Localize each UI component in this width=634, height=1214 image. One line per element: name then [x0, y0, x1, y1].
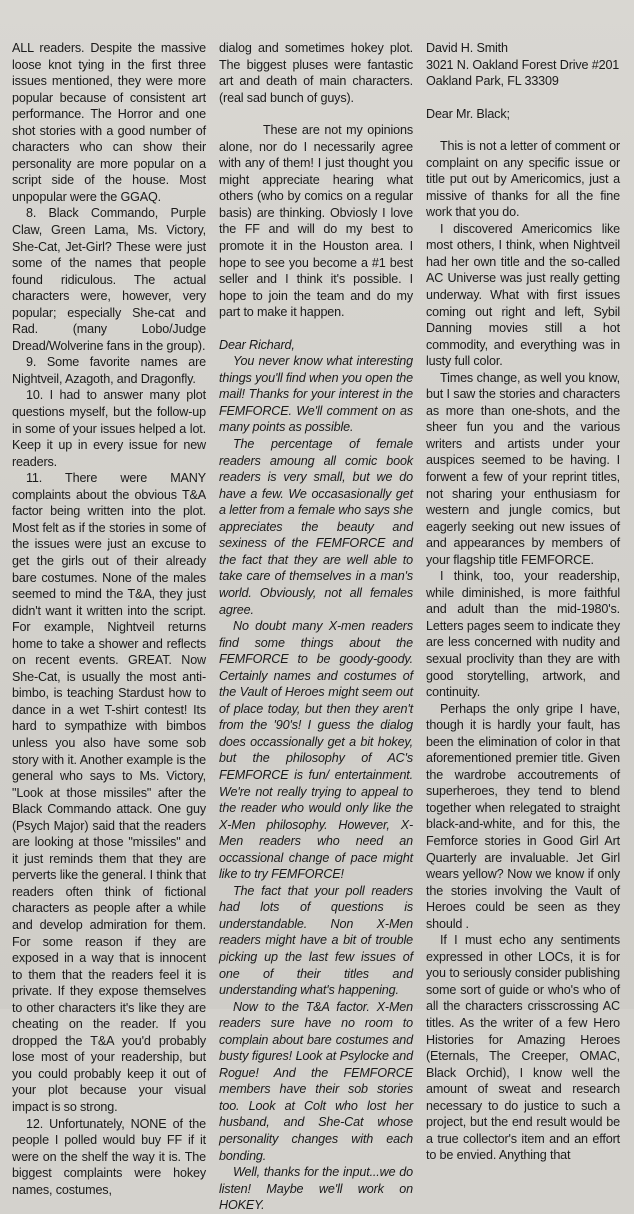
columns	[12, 40, 620, 1214]
left-paragraph: 12. Unfortunately, NONE of the people I polled would buy FF if it were on the shelf the way it is. The biggest complaints were hokey names, costumes,	[12, 1116, 206, 1197]
sender-city: Oakland Park, FL 33309	[426, 74, 559, 88]
left-paragraph: 8. Black Commando, Purple Claw, Green Lama, Ms. Victory, She-Cat, Jet-Girl? These were just some of the names that people found ridiculous. The actual characters were, however, very popular; especially She-cat and Rad. (many Lobo/Judge Dread/Wolverine fans in the group).	[12, 206, 206, 353]
reply-paragraph: The fact that your poll readers had lots of questions is understandable. Non X-Men readers might have a bit of trouble picking up the last few issues of one of their titles and understanding what's happening.	[219, 883, 413, 998]
left-column	[12, 40, 206, 1214]
reply-paragraph: No doubt many X-men readers find some things about the FEMFORCE to be goody-goody. Certainly names and costumes of the Vault of Heroes might seem out of place today, but then they aren't from the '90's! I guess the dialog does occassionally get a bit hokey, but the philosophy of AC's FEMFORCE is fun/ entertainment. We're not really trying to appeal to the reader who would only like the X-Men philosophy. However, X-Men readers who need an occassional change of pace might like to try FEMFORCE!	[219, 619, 413, 882]
sender-name: David H. Smith	[426, 41, 508, 55]
reply-paragraph: You never know what interesting things you'll find when you open the mail! Thanks for your interest in the FEMFORCE. We'll comment on as many points as possible.	[219, 354, 413, 435]
left-paragraph: 9. Some favorite names are Nightveil, Azagoth, and Dragonfly.	[12, 355, 206, 386]
reply-paragraph: The percentage of female readers amoung all comic book readers is very small, but we do have a few. We occasasionally get a letter from a female who says she appreciates the beauty and sexiness of the FEMFORCE and the fact that they are well able to take care of themselves in a man's world. Obviously, not all females agree.	[219, 437, 413, 617]
sender-address	[426, 40, 620, 90]
middle-column	[219, 40, 413, 1214]
right-paragraph: This is not a letter of comment or complaint on any specific issue or title put out by Americomics, just a missive of thanks for all the fine work that you do.	[426, 139, 620, 220]
right-paragraph: Times change, as well you know, but I saw the stories and characters as more than one-shots, and the sheer fun you and the various writers and artists under your auspices seemed to be having. I forwent a few of your reprint titles, not sharing your enthusiasm for western and jungle comics, but eagerly seeking out new issues of and appearances by members of your flagship title FEMFORCE.	[426, 370, 620, 567]
reply-salutation: Dear Richard,	[219, 337, 295, 352]
right-paragraph: I discovered Americomics like most others, I think, when Nightveil had her own title and the so-called AC Universe was just really getting underway. What with first issues coming out right and left, Sybil Danning movies still a hot commodity, and everything was in lusty full color.	[426, 221, 620, 369]
left-paragraph: 10. I had to answer many plot questions myself, but the follow-up in some of your issues helped a lot. Keep it up in every issue for new readers.	[12, 388, 206, 469]
reply-paragraph: Well, thanks for the input...we do listen! Maybe we'll work on HOKEY.	[219, 1165, 413, 1213]
letter-salutation: Dear Mr. Black;	[426, 106, 510, 121]
letter-closing-paragraph: dialog and sometimes hokey plot. The biggest pluses were fantastic art and death of main characters. (real sad bunch of guys).	[219, 41, 413, 105]
left-paragraph: ALL readers. Despite the massive loose knot tying in the first three issues mentioned, they were more popular because of consistent art performance. The Horror and one shot stories with a good number of characters who can show their personality are more popular on a script side of the house. Most unpopular were the GGAQ.	[12, 41, 206, 204]
right-paragraph: Perhaps the only gripe I have, though it is hardly your fault, has been the elimination of color in that aforementioned premier title. Given the wardrobe accoutrements of superheroes, they tend to blend together when relegated to straight black-and-white, and for this, the Femforce stories in Good Girl Art Quarterly are invaluable. Jet Girl wears yellow? Now we know if only the stories involving the Vault of Heroes could be seen as they should .	[426, 701, 620, 931]
left-paragraph: 11. There were MANY complaints about the obvious T&A factor being written into the plot. Most felt as if the stories in some of the issues were just an excuse to get the girls out of their already bare costumes. None of the males seemed to mind the T&A, they just didn't want it written into the script. For example, Nightveil returns home to take a shower and reflects on recent events. GREAT. Now She-Cat, is usually the most anti-bimbo, is teaching Stardust how to dance in a wet T-shirt contest! Its hard to sympathize with bimbos unless you also have some sob story with it. Another example is the general who says to Ms. Victory, "Look at those missiles" after the Black Commando attack. One guy (Psych Major) said that the readers are looking at those "missiles" and it just reminds them that they are perverts like the general. I think that readers often think of fictional characters as people after a while and develop admiration for them. For some reason if they are exposed in a way that is innocent to them that the readers feel it is private. If they expose themselves to other characters it's like they are cheating on the reader. If you dropped the T&A you'd probably lose most of your readership, but you could probably keep it out of your plot because your visual impact is so strong.	[12, 471, 206, 1114]
sender-street: 3021 N. Oakland Forest Drive #201	[426, 57, 620, 72]
right-paragraph: I think, too, your readership, while diminished, is more faithful and adult than the mid-1980's. Letters pages seem to indicate they are less concerned with nudity and sexual proclivity than they are with good storytelling, artwork, and continuity.	[426, 569, 620, 700]
disclaimer-paragraph: These are not my opinions alone, nor do I necessarily agree with any of them! I just thought you might appreciate hearing what others (who by comics on a regular basis) are thinking. Obviosly I love the FF and will do my best to promote it in the Houston area. I hope to see you become a #1 best seller and I think it's possible. I hope to join the team and do my part to make it happen.	[219, 123, 413, 320]
right-column	[426, 40, 620, 1214]
right-paragraph: If I must echo any sentiments expressed in other LOCs, it is for you to seriously consider publishing some sort of guide or who's who of all the characters crisscrossing AC titles. As the writer of a few Hero Histories for Amazing Heroes (Eternals, The Creeper, OMAC, Black Orchid), I know well the amount of sweat and research necessary to do justice to such a project, but the end result would be a true collector's item and an effort to be envied. Anything that	[426, 933, 620, 1163]
reply-paragraph: Now to the T&A factor. X-Men readers sure have no room to complain about bare costumes and busty figures! Look at Psylocke and Rogue! And the FEMFORCE members have their sob stories too. Look at Colt who lost her husband, and She-Cat whose personality changes with each bonding.	[219, 999, 413, 1163]
